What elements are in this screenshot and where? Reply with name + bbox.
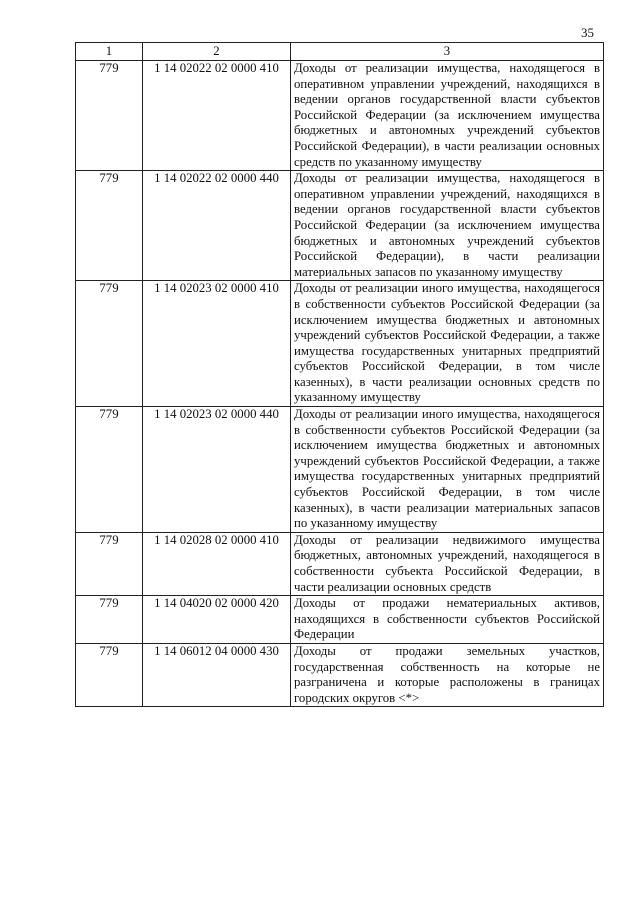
table-row <box>76 532 604 595</box>
admin-code-cell: 779 <box>76 171 143 281</box>
budget-code-cell: 1 14 04020 02 0000 420 <box>143 596 291 644</box>
column-header-2: 2 <box>143 43 291 61</box>
description-cell: Доходы от реализации недвижимого имущества бюджетных, автономных учреждений, находящегося в собственности субъекта Российской Федерации, в части реализации основных средств <box>291 532 604 595</box>
table-row <box>76 61 604 171</box>
table-header-row <box>76 43 604 61</box>
description-cell: Доходы от реализации имущества, находящегося в оперативном управлении учреждений, находящихся в ведении органов государственной власти субъектов Российской Федерации (за исключением имущества бюджетных и автономных учреждений субъектов Российской Федерации), в части реализации материальных запасов по указанному имуществу <box>291 171 604 281</box>
page-number: 35 <box>581 25 594 40</box>
budget-code-cell: 1 14 02028 02 0000 410 <box>143 532 291 595</box>
table-row <box>76 407 604 533</box>
description-cell: Доходы от продажи нематериальных активов, находящихся в собственности субъектов Российской Федерации <box>291 596 604 644</box>
budget-code-cell: 1 14 02022 02 0000 410 <box>143 61 291 171</box>
table-row <box>76 281 604 407</box>
budget-code-cell: 1 14 02022 02 0000 440 <box>143 171 291 281</box>
description-cell: Доходы от реализации иного имущества, находящегося в собственности субъектов Российской Федерации (за исключением имущества бюджетных и автономных учреждений субъектов Российской Федерации, а также имущества государственных унитарных предприятий субъектов Российской Федерации, в том числе казенных), в части реализации основных средств по указанному имуществу <box>291 281 604 407</box>
table-row <box>76 596 604 644</box>
revenue-codes-table <box>75 42 604 707</box>
admin-code-cell: 779 <box>76 61 143 171</box>
admin-code-cell: 779 <box>76 407 143 533</box>
description-cell: Доходы от реализации иного имущества, находящегося в собственности субъектов Российской Федерации (за исключением имущества бюджетных и автономных учреждений субъектов Российской Федерации, а также имущества государственных унитарных предприятий субъектов Российской Федерации, в том числе казенных), в части реализации материальных запасов по указанному имуществу <box>291 407 604 533</box>
budget-code-cell: 1 14 02023 02 0000 410 <box>143 281 291 407</box>
column-header-1: 1 <box>76 43 143 61</box>
budget-code-cell: 1 14 02023 02 0000 440 <box>143 407 291 533</box>
table-row <box>76 171 604 281</box>
admin-code-cell: 779 <box>76 532 143 595</box>
admin-code-cell: 779 <box>76 281 143 407</box>
description-cell: Доходы от продажи земельных участков, государственная собственность на которые не разграничена и которые расположены в границах городских округов <*> <box>291 643 604 706</box>
table-row <box>76 643 604 706</box>
admin-code-cell: 779 <box>76 596 143 644</box>
description-cell: Доходы от реализации имущества, находящегося в оперативном управлении учреждений, находящихся в ведении органов государственной власти субъектов Российской Федерации (за исключением имущества бюджетных и автономных учреждений субъектов Российской Федерации), в части реализации основных средств по указанному имуществу <box>291 61 604 171</box>
admin-code-cell: 779 <box>76 643 143 706</box>
column-header-3: 3 <box>291 43 604 61</box>
budget-code-cell: 1 14 06012 04 0000 430 <box>143 643 291 706</box>
